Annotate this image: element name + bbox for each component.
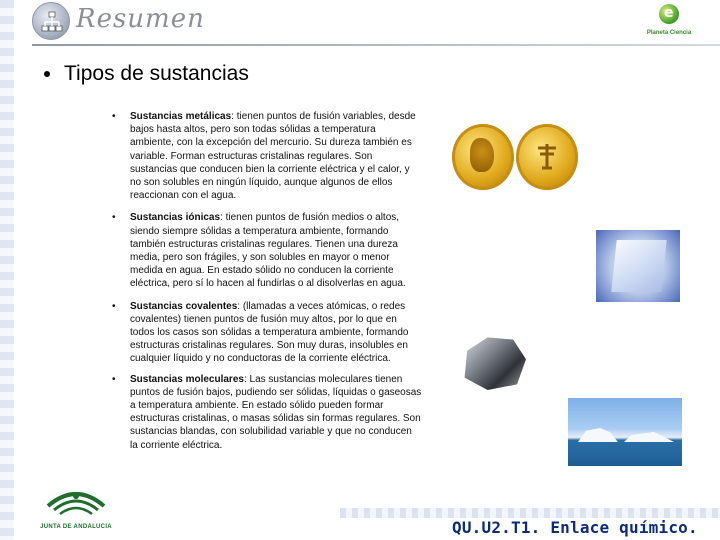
icebergs-image — [568, 398, 682, 466]
item-text: : Las sustancias moleculares tienen puntos de fusión bajos, pudiendo ser sólidas, líquidas o gaseosas a temperatura ambiente. En estado sólido pueden formar estructuras cristalinas, o masas sólidas sin formas regulares. Son sustancias blandas, con solubilidad variable y que no conducen la corriente eléctrica. — [130, 373, 422, 451]
item-bullet: • — [112, 111, 116, 122]
header-divider — [32, 44, 720, 46]
network-icon — [32, 2, 70, 40]
silicon-rock-image — [458, 326, 530, 396]
junta-andalucia-logo — [38, 480, 114, 530]
substance-types-list — [112, 110, 422, 452]
list-item — [112, 110, 422, 202]
decorative-side-strip — [0, 0, 14, 540]
course-unit-label: QU.U2.T1. Enlace químico. — [452, 518, 698, 537]
org-logo-text: JUNTA DE ANDALUCIA — [40, 524, 112, 530]
coin-reverse — [516, 124, 578, 190]
planet-logo-icon: e Planeta Ciencia — [630, 4, 708, 42]
list-item — [112, 211, 422, 290]
list-item — [112, 300, 422, 366]
list-item — [112, 373, 422, 452]
main-heading — [44, 62, 249, 86]
partner-logo-text: Planeta Ciencia — [646, 30, 692, 36]
item-text: : (llamadas a veces atómicas, o redes covalentes) tienen puntos de fusión muy altos, por lo que en todos los casos son sólidas a temperatura ambiente, formando estructuras cristalinas regulares. Son muy duras, insolubles en cualquier líquido y no conductoras de la corriente eléctrica. — [130, 300, 409, 365]
item-text: : tienen puntos de fusión medios o altos, siendo siempre sólidas a temperatura ambiente, formando también estructuras cristalinas regulares. Tienen una dureza media, pero son frágiles, y son solubles en mayor o menor medida en agua. En estado sólido no conducen la corriente eléctrica, pero sí lo hacen al fundirlas o al disolverlas en agua. — [130, 212, 406, 290]
footer-decorative-band — [340, 508, 720, 518]
heading-bullet — [44, 71, 50, 77]
item-bullet: • — [112, 212, 116, 224]
item-term: Sustancias covalentes — [130, 300, 238, 312]
item-term: Sustancias moleculares — [130, 373, 244, 385]
item-text: : tienen puntos de fusión variables, desde bajos hasta altos, pero son todas sólidas a temperatura ambiente, con la excepción del mercurio. Su dureza también es variable. Forman estructuras cristalinas regulares. Son sustancias que conducen bien la corriente eléctrica y el calor, y no son solubles en ningún líquido, aunque algunos de ellos reaccionan con el agua. — [130, 111, 416, 202]
salt-crystal-image — [596, 230, 680, 302]
coin-portrait — [452, 124, 514, 190]
slide-section-title: Resumen — [76, 4, 205, 34]
item-term: Sustancias metálicas — [130, 111, 232, 122]
item-term: Sustancias iónicas — [130, 212, 221, 224]
item-bullet: • — [112, 300, 116, 312]
gold-coins-image — [452, 124, 576, 190]
heading-text: Tipos de sustancias — [64, 62, 249, 85]
item-bullet: • — [112, 373, 116, 385]
slide-header — [22, 0, 720, 48]
